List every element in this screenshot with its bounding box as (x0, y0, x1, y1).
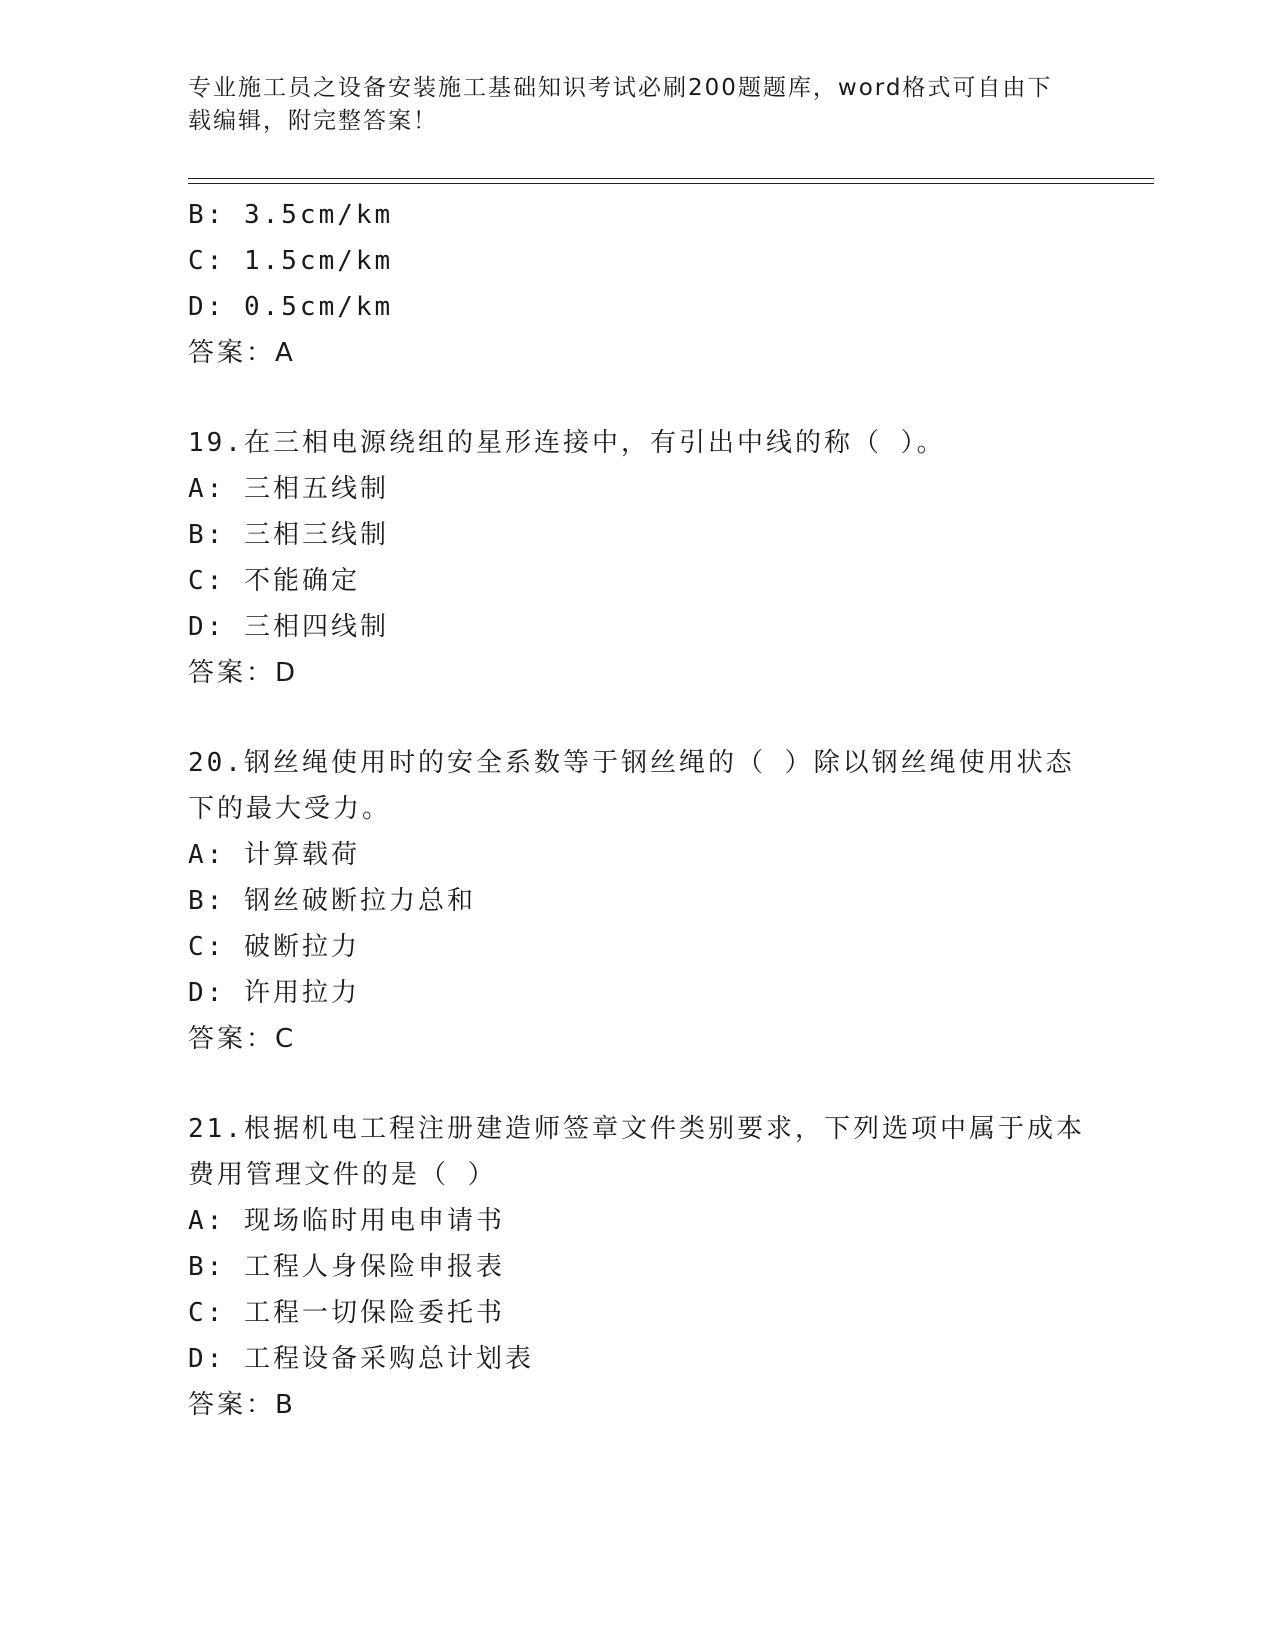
option-c: C: 不能确定 (188, 566, 360, 596)
question-20 (188, 740, 1088, 1062)
option-c: C: 破断拉力 (188, 932, 360, 962)
option-a: A: 计算载荷 (188, 840, 360, 870)
question-stem: 19.在三相电源绕组的星形连接中，有引出中线的称（ ）。 (188, 428, 946, 458)
option-c: C: 1.5cm/km (188, 246, 394, 276)
header-rule-top (188, 178, 1154, 179)
question-21 (188, 1106, 1088, 1428)
spacer (188, 696, 1088, 740)
option-d: D: 三相四线制 (188, 612, 389, 642)
answer-line: 答案：C (188, 1024, 297, 1054)
document-header: 专业施工员之设备安装施工基础知识考试必刷200题题库，word格式可自由下载编辑，附完整答案！ (188, 75, 1053, 134)
option-d: D: 0.5cm/km (188, 292, 394, 322)
answer-line: 答案：B (188, 1390, 296, 1420)
header-rule-bottom (188, 183, 1154, 184)
spacer (188, 1062, 1088, 1106)
option-d: D: 工程设备采购总计划表 (188, 1344, 534, 1374)
option-b: B: 钢丝破断拉力总和 (188, 886, 476, 916)
option-a: A: 三相五线制 (188, 474, 389, 504)
option-c: C: 工程一切保险委托书 (188, 1298, 505, 1328)
question-stem: 20.钢丝绳使用时的安全系数等于钢丝绳的（ ）除以钢丝绳使用状态下的最大受力。 (188, 748, 1075, 824)
question-stem: 21.根据机电工程注册建造师签章文件类别要求，下列选项中属于成本费用管理文件的是（ ） (188, 1114, 1085, 1190)
spacer (188, 376, 1088, 420)
option-a: A: 现场临时用电申请书 (188, 1206, 505, 1236)
answer-line: 答案：D (188, 658, 299, 688)
option-b: B: 工程人身保险申报表 (188, 1252, 505, 1282)
question-content (188, 192, 1088, 1428)
option-d: D: 许用拉力 (188, 978, 360, 1008)
question-19 (188, 420, 1088, 696)
option-b: B: 三相三线制 (188, 520, 389, 550)
option-b: B: 3.5cm/km (188, 200, 394, 230)
answer-line: 答案：A (188, 338, 296, 368)
previous-question-block (188, 192, 1088, 376)
